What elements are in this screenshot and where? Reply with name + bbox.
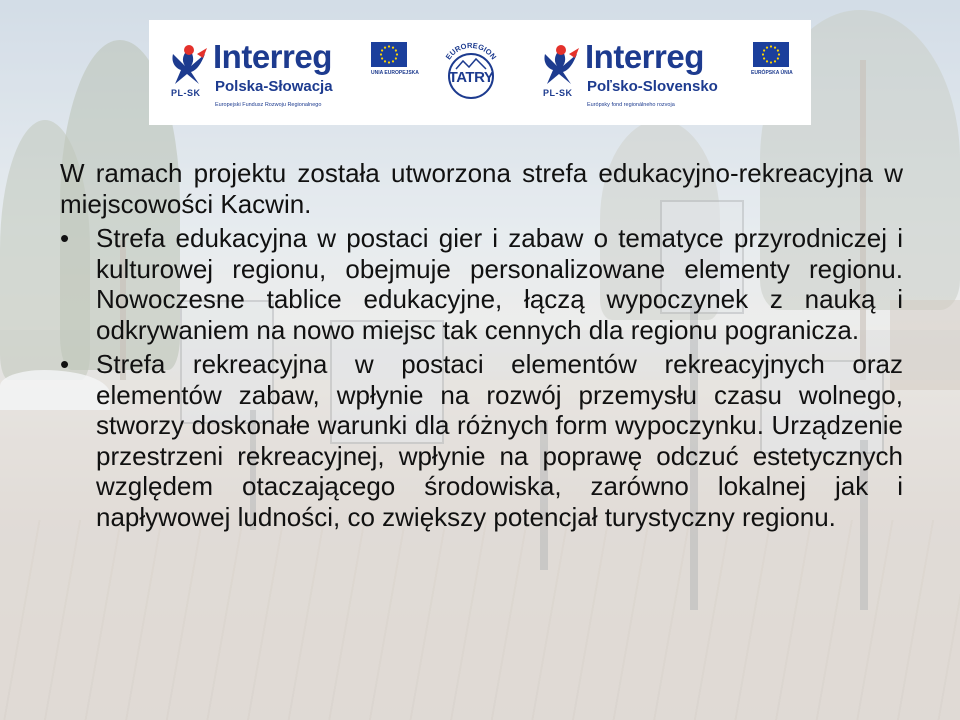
interreg-wordmark: Interreg [585,38,704,75]
slide-text [60,158,903,536]
svg-text:TATRY: TATRY [448,69,494,86]
euroregion-tatry-logo [436,38,506,108]
svg-text:EUROREGION: EUROREGION [443,40,499,62]
pl-sk-tag: PL-SK [171,88,201,98]
bullet-marker: • [60,349,70,379]
fund-name: Európsky fond regionálneho rozvoja [587,102,675,108]
bullet-list [60,223,903,532]
bullet-item [60,349,903,532]
bullet-text: Strefa rekreacyjna w postaci elementów rekreacyjnych oraz elementów zabaw, wpłynie na rozwój przemysłu czasu wolnego, stworzy doskonałe warunki dla różnych form wypoczynku. Urządzenie przestrzeni rekreacyjnej, wpłynie na poprawę odczuć estetycznych względem otaczającego środowiska, zarówno lokalnej jak i napływowej ludności, co zwiększy potencjał turystyczny regionu. [96,349,903,532]
interreg-pl-logo [149,20,429,125]
bullet-text: Strefa edukacyjna w postaci gier i zabaw o tematyce przyrodniczej i kulturowej regionu, obejmuje personalizowane elementy regionu. Nowoczesne tablice edukacyjne, łączą wypoczynek z nauką i odkrywaniem na nowo miejsc tak cennych dla regionu pogranicza. [96,223,903,345]
eu-caption: UNIA EUROPEJSKA [371,70,419,76]
eu-flag-icon [753,42,789,67]
logo-banner [149,20,811,125]
pl-sk-figure-icon [167,44,211,104]
interreg-sk-logo [521,20,811,125]
pl-sk-figure-icon [539,44,583,104]
eu-flag-icon [371,42,407,67]
pl-sk-tag: PL-SK [543,88,573,98]
bullet-marker: • [60,223,70,253]
bullet-item [60,223,903,345]
fund-name: Europejski Fundusz Rozwoju Regionalnego [215,102,322,108]
country-name: Polska-Słowacja [215,78,333,95]
eu-caption: EURÓPSKA ÚNIA [751,70,793,76]
country-name: Poľsko-Slovensko [587,78,718,95]
intro-paragraph: W ramach projektu została utworzona strefa edukacyjno-rekreacyjna w miejscowości Kacwin. [60,158,903,219]
interreg-wordmark: Interreg [213,38,332,75]
